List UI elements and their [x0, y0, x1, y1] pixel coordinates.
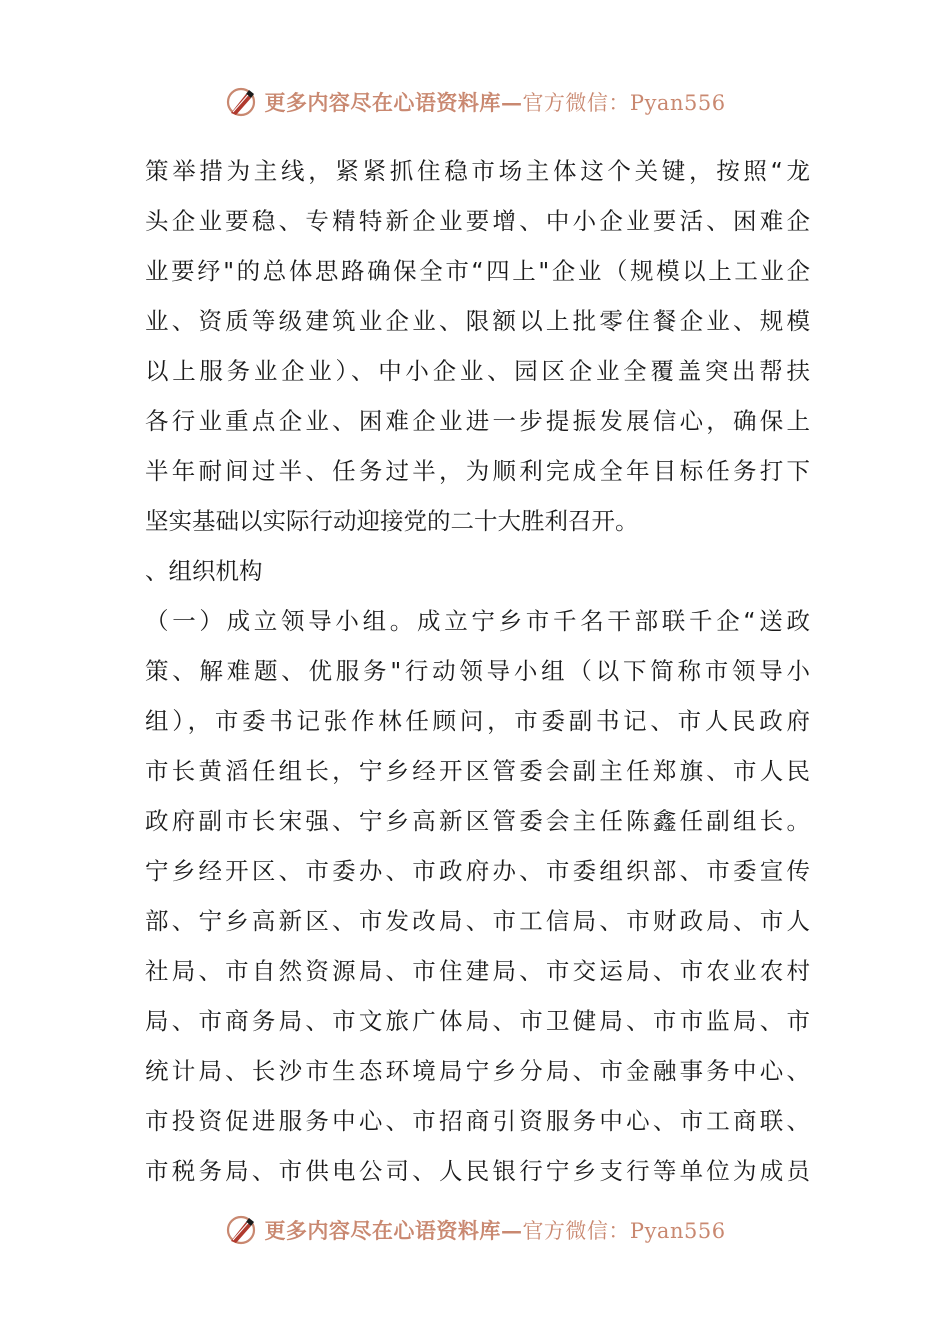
watermark-text: 更多内容尽在心语资料库—官方微信：Pyan556: [264, 1218, 726, 1243]
body-line: 局、市商务局、市文旅广体局、市卫健局、市市监局、市: [145, 1007, 810, 1035]
body-line: 市税务局、市供电公司、人民银行宁乡支行等单位为成员: [145, 1157, 810, 1185]
pen-nib-logo-icon: [224, 85, 258, 119]
body-line: 市长黄滔任组长，宁乡经开区管委会副主任郑旗、市人民: [145, 757, 810, 785]
paragraph-last-line: 坚实基础以实际行动迎接党的二十大胜利召开。: [145, 507, 639, 535]
body-line: 社局、市自然资源局、市住建局、市交运局、市农业农村: [145, 957, 810, 985]
body-line: 部、宁乡高新区、市发改局、市工信局、市财政局、市人: [145, 907, 810, 935]
body-line: 头企业要稳、专精特新企业要增、中小企业要活、困难企: [145, 207, 810, 235]
body-line: 以上服务业企业）、中小企业、园区企业全覆盖突出帮扶: [145, 357, 810, 385]
body-line: 统计局、长沙市生态环境局宁乡分局、市金融事务中心、: [145, 1057, 810, 1085]
body-line: 业、资质等级建筑业企业、限额以上批零住餐企业、规模: [145, 307, 810, 335]
body-line: 业要纾"的总体思路确保全市“四上"企业（规模以上工业企: [145, 257, 810, 285]
body-line: 宁乡经开区、市委办、市政府办、市委组织部、市委宣传: [145, 857, 810, 885]
body-line: 组），市委书记张作林任顾问，市委副书记、市人民政府: [145, 707, 810, 735]
header-watermark: [0, 82, 950, 122]
body-line: 政府副市长宋强、宁乡高新区管委会主任陈鑫任副组长。: [145, 807, 810, 835]
document-body: [145, 146, 810, 1196]
body-line: 策举措为主线，紧紧抓住稳市场主体这个关键，按照“龙: [145, 157, 810, 185]
footer-watermark: [0, 1210, 950, 1250]
subsection-line: （一）成立领导小组。成立宁乡市千名干部联千企“送政: [145, 607, 810, 635]
section-heading: 、组织机构: [145, 557, 263, 585]
body-line: 市投资促进服务中心、市招商引资服务中心、市工商联、: [145, 1107, 810, 1135]
body-line: 策、解难题、优服务"行动领导小组（以下简称市领导小: [145, 657, 810, 685]
body-line: 各行业重点企业、困难企业进一步提振发展信心，确保上: [145, 407, 810, 435]
pen-nib-logo-icon: [224, 1213, 258, 1247]
body-line: 半年耐间过半、任务过半，为顺利完成全年目标任务打下: [145, 457, 810, 485]
watermark-text: 更多内容尽在心语资料库—官方微信：Pyan556: [264, 90, 726, 115]
